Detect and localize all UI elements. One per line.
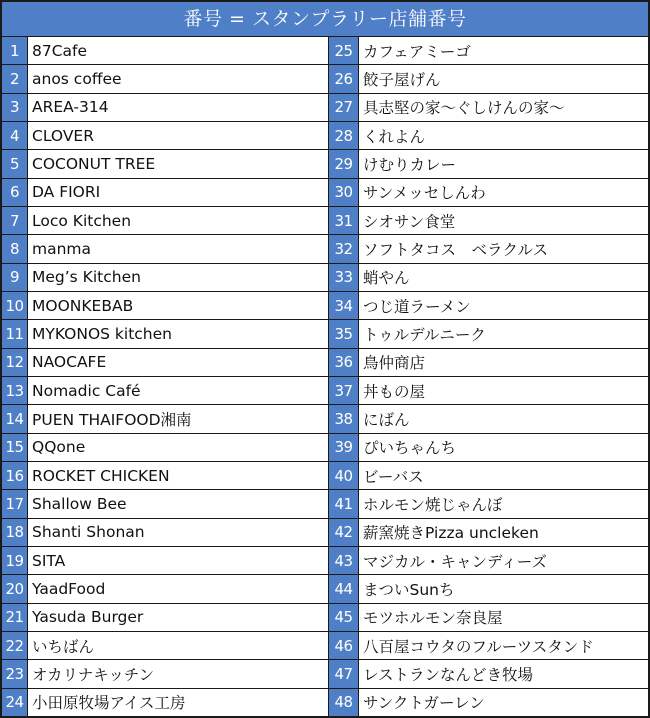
store-name: ROCKET CHICKEN	[32, 466, 170, 485]
store-name: anos coffee	[32, 69, 122, 88]
table-row	[2, 660, 328, 688]
store-number: 12	[2, 349, 28, 376]
table-row	[329, 632, 648, 660]
store-number: 22	[2, 632, 28, 659]
store-number: 42	[329, 519, 359, 546]
table-row	[2, 235, 328, 263]
table-row	[2, 179, 328, 207]
table-row	[2, 604, 328, 632]
store-name: シオサン食堂	[363, 212, 456, 231]
store-number: 13	[2, 377, 28, 404]
table-row	[2, 547, 328, 575]
table-row	[329, 490, 648, 518]
store-number: 29	[329, 150, 359, 177]
store-number: 7	[2, 207, 28, 234]
store-name: ぴいちゃんち	[363, 439, 457, 458]
table-row	[329, 377, 648, 405]
store-name: レストランなんどき牧場	[363, 665, 534, 684]
store-name: Yasuda Burger	[32, 608, 144, 627]
store-number: 11	[2, 320, 28, 347]
store-number: 33	[329, 264, 359, 291]
store-name: 蛸やん	[363, 269, 410, 288]
table-row	[329, 207, 648, 235]
table-row	[329, 660, 648, 688]
store-name: 丼もの屋	[363, 382, 426, 401]
store-name: つじ道ラーメン	[363, 297, 471, 316]
store-name: まついSunち	[363, 580, 455, 599]
store-name: モツホルモン奈良屋	[363, 609, 503, 628]
table-row	[329, 405, 648, 433]
store-number: 37	[329, 377, 359, 404]
store-name: 小田原牧場アイス工房	[32, 694, 186, 713]
store-number: 4	[2, 122, 28, 149]
store-name: AREA-314	[32, 98, 109, 117]
store-name: トゥルデルニーク	[363, 325, 486, 344]
store-name: サンクトガーレン	[363, 694, 485, 713]
store-number: 39	[329, 434, 359, 461]
store-number: 23	[2, 660, 28, 687]
store-number: 17	[2, 490, 28, 517]
table-row	[329, 94, 648, 122]
store-number: 35	[329, 320, 359, 347]
store-number: 21	[2, 604, 28, 631]
table-row	[329, 349, 648, 377]
store-number: 6	[2, 179, 28, 206]
store-number: 8	[2, 235, 28, 262]
store-name: YaadFood	[32, 579, 106, 598]
store-number: 24	[2, 689, 28, 716]
table-row	[329, 519, 648, 547]
store-number: 41	[329, 490, 359, 517]
table-row	[2, 377, 328, 405]
store-name: COCONUT TREE	[32, 154, 156, 173]
store-number: 43	[329, 547, 359, 574]
table-row	[329, 150, 648, 178]
table-row	[329, 689, 648, 716]
store-name: サンメッセしんわ	[363, 184, 486, 203]
table-row	[2, 434, 328, 462]
table-row	[329, 292, 648, 320]
store-number: 5	[2, 150, 28, 177]
store-name: いちばん	[32, 637, 95, 656]
table-row	[329, 65, 648, 93]
store-name: カフェアミーゴ	[363, 42, 471, 61]
table-row	[2, 65, 328, 93]
store-number: 47	[329, 660, 359, 687]
table-row	[329, 122, 648, 150]
store-number: 27	[329, 94, 359, 121]
store-number: 15	[2, 434, 28, 461]
store-number: 38	[329, 405, 359, 432]
store-name: QQone	[32, 438, 86, 457]
store-name: Nomadic Café	[32, 381, 141, 400]
store-name: 薪窯焼きPizza uncleken	[363, 524, 539, 543]
store-number: 30	[329, 179, 359, 206]
store-name: ビーバス	[363, 467, 424, 486]
table-row	[2, 689, 328, 716]
store-name: MOONKEBAB	[32, 296, 134, 315]
table-row	[329, 37, 648, 65]
table-row	[2, 349, 328, 377]
store-number: 16	[2, 462, 28, 489]
table-row	[329, 434, 648, 462]
store-number: 32	[329, 235, 359, 262]
store-name: 餃子屋げん	[363, 70, 441, 89]
table-row	[2, 575, 328, 603]
store-name: DA FIORI	[32, 183, 101, 202]
store-number: 18	[2, 519, 28, 546]
table-row	[2, 37, 328, 65]
store-name: 87Cafe	[32, 41, 88, 60]
table-row	[2, 462, 328, 490]
store-name: Meg’s Kitchen	[32, 268, 141, 287]
table-title: 番号 = スタンプラリー店舗番号	[2, 2, 648, 37]
store-name: けむりカレー	[363, 155, 457, 174]
table-row	[329, 320, 648, 348]
store-name: manma	[32, 239, 92, 258]
store-name: 具志堅の家～ぐしけんの家～	[363, 99, 565, 118]
right-column	[329, 37, 648, 716]
store-number: 10	[2, 292, 28, 319]
store-number: 45	[329, 604, 359, 631]
table-row	[2, 94, 328, 122]
table-row	[2, 292, 328, 320]
table-row	[2, 264, 328, 292]
table-row	[329, 547, 648, 575]
store-name: マジカル・キャンディーズ	[363, 552, 547, 571]
store-number: 1	[2, 37, 28, 64]
store-name: Loco Kitchen	[32, 211, 132, 230]
table-row	[329, 264, 648, 292]
store-number: 2	[2, 65, 28, 92]
store-name: SITA	[32, 551, 66, 570]
table-grid	[2, 37, 648, 716]
store-number: 40	[329, 462, 359, 489]
store-name: ホルモン焼じゃんぼ	[363, 495, 503, 514]
table-row	[329, 462, 648, 490]
store-name: MYKONOS kitchen	[32, 324, 172, 343]
store-number: 26	[329, 65, 359, 92]
store-number: 9	[2, 264, 28, 291]
store-name: にばん	[363, 410, 410, 429]
table-row	[329, 235, 648, 263]
store-name: くれよん	[363, 127, 426, 146]
left-column	[2, 37, 329, 716]
table-row	[2, 519, 328, 547]
store-name: NAOCAFE	[32, 353, 107, 372]
store-name: ソフトタコス ベラクルス	[363, 240, 549, 259]
store-number: 34	[329, 292, 359, 319]
store-number: 36	[329, 349, 359, 376]
store-name: オカリナキッチン	[32, 665, 155, 684]
store-name: 八百屋コウタのフルーツスタンド	[363, 637, 594, 656]
store-name: PUEN THAIFOOD湘南	[32, 410, 192, 429]
store-number: 44	[329, 575, 359, 602]
table-row	[2, 405, 328, 433]
table-row	[2, 490, 328, 518]
store-number: 25	[329, 37, 359, 64]
store-name: 鳥仲商店	[363, 354, 426, 373]
store-number: 14	[2, 405, 28, 432]
table-row	[2, 320, 328, 348]
table-row	[2, 207, 328, 235]
table-row	[329, 179, 648, 207]
store-number: 19	[2, 547, 28, 574]
store-number: 3	[2, 94, 28, 121]
table-row	[329, 604, 648, 632]
store-number: 28	[329, 122, 359, 149]
table-row	[2, 632, 328, 660]
store-name: CLOVER	[32, 126, 94, 145]
store-number: 48	[329, 689, 359, 716]
store-number: 46	[329, 632, 359, 659]
table-row	[329, 575, 648, 603]
table-row	[2, 122, 328, 150]
store-number: 31	[329, 207, 359, 234]
store-name: Shallow Bee	[32, 494, 127, 513]
table-row	[2, 150, 328, 178]
store-number: 20	[2, 575, 28, 602]
store-name: Shanti Shonan	[32, 523, 145, 542]
